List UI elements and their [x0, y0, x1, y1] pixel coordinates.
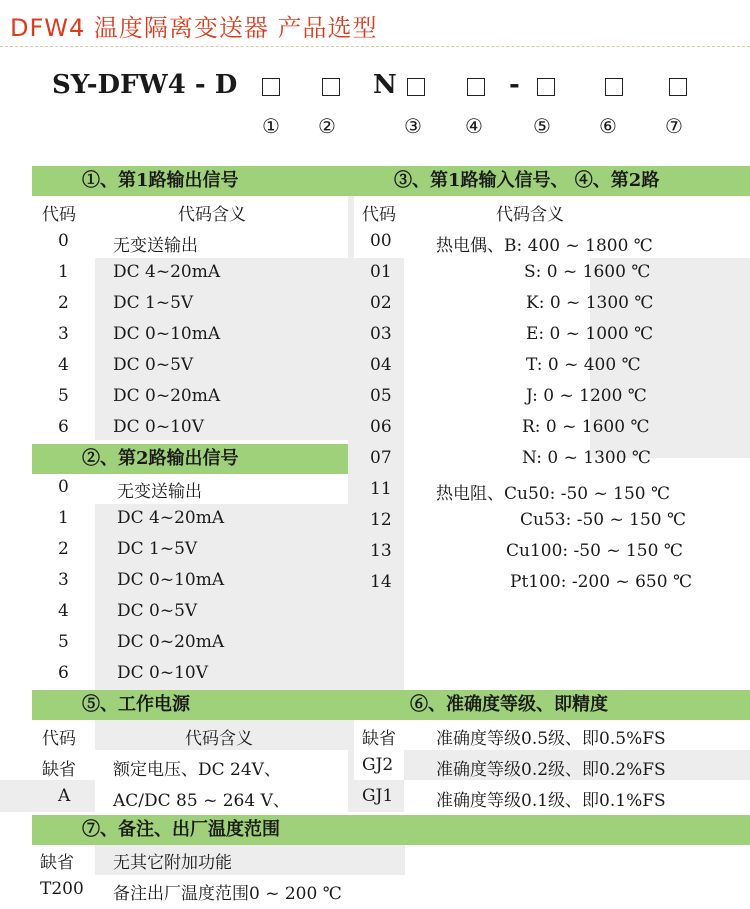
section5-meaning-cell: AC/DC 85 ~ 264 V、 — [113, 791, 290, 811]
section34-code-cell: 04 — [370, 355, 392, 375]
section1-meaning-cell: DC 0~10V — [113, 417, 205, 437]
section1-header-meaning: 代码含义 — [178, 205, 246, 225]
section1-code-cell: 1 — [58, 262, 69, 282]
section34-code-cell: 13 — [370, 541, 392, 561]
section2-code-cell: 5 — [58, 632, 69, 652]
circle-1: ① — [262, 114, 280, 138]
section2-code-cell: 6 — [58, 663, 69, 683]
section34-code-cell: 07 — [370, 448, 392, 468]
section1-meaning-cell: DC 0~10mA — [113, 324, 221, 344]
section1-code-cell: 4 — [58, 355, 69, 375]
option-box-4 — [467, 78, 485, 96]
option-box-7 — [669, 78, 687, 96]
section5-meaning-cell: 额定电压、DC 24V、 — [113, 760, 281, 780]
section1-meaning-cell: DC 1~5V — [113, 293, 194, 313]
model-n-letter: N — [373, 70, 397, 100]
section34-meaning-cell: R: 0 ~ 1600 ℃ — [522, 417, 650, 437]
section1-shade — [95, 258, 348, 440]
option-box-2 — [322, 78, 340, 96]
section6-code-cell: GJ1 — [362, 786, 394, 806]
section5-title: ⑤、工作电源 — [82, 694, 190, 715]
section6-meaning-cell: 准确度等级0.1级、即0.1%FS — [436, 791, 666, 811]
section34-code-cell: 02 — [370, 293, 392, 313]
section34-meaning-cell: 热电阻、Cu50: -50 ~ 150 ℃ — [436, 484, 671, 504]
section5-code-shade — [0, 780, 95, 812]
section34-meaning-cell: 热电偶、B: 400 ~ 1800 ℃ — [436, 236, 653, 256]
section2-meaning-cell: DC 0~10mA — [117, 570, 225, 590]
section1-code-cell: 3 — [58, 324, 69, 344]
section34-header-meaning: 代码含义 — [496, 205, 564, 225]
title-divider — [0, 46, 750, 47]
section34-meaning-cell: N: 0 ~ 1300 ℃ — [522, 448, 651, 468]
section34-meaning-cell: S: 0 ~ 1600 ℃ — [524, 262, 651, 282]
section34-code-cell: 03 — [370, 324, 392, 344]
section6-title: ⑥、准确度等级、即精度 — [410, 694, 608, 715]
section6-meaning-cell: 准确度等级0.2级、即0.2%FS — [436, 760, 666, 780]
section1-meaning-cell: DC 0~5V — [113, 355, 194, 375]
section1-meaning-cell: DC 4~20mA — [113, 262, 221, 282]
section34-code-cell: 00 — [370, 231, 392, 251]
option-box-1 — [262, 78, 280, 96]
circle-2: ② — [318, 114, 336, 138]
section1-code-cell: 6 — [58, 417, 69, 437]
section34-meaning-cell: T: 0 ~ 400 ℃ — [526, 355, 641, 375]
option-box-5 — [537, 78, 555, 96]
circle-5: ⑤ — [533, 114, 551, 138]
section2-meaning-cell: DC 0~20mA — [117, 632, 225, 652]
section-band-top — [32, 166, 750, 196]
model-prefix: SY-DFW4 - D — [52, 70, 238, 100]
section7-code-cell: T200 — [40, 879, 84, 899]
section1-title: ①、第1路输出信号 — [82, 170, 239, 191]
section34-meaning-cell: Cu53: -50 ~ 150 ℃ — [520, 510, 687, 530]
section2-meaning-cell: DC 0~10V — [117, 663, 209, 683]
section7-meaning-cell: 无其它附加功能 — [113, 853, 232, 873]
section34-title: ③、第1路输入信号、 ④、第2路 — [394, 170, 660, 191]
model-dash: - — [509, 70, 520, 100]
section34-code-cell: 06 — [370, 417, 392, 437]
section6-code-cell: GJ2 — [362, 755, 394, 775]
section1-code-cell: 2 — [58, 293, 69, 313]
section34-code-cell: 12 — [370, 510, 392, 530]
section6-code-cell: 缺省 — [362, 729, 396, 749]
section2-code-cell: 1 — [58, 508, 69, 528]
section2-title: ②、第2路输出信号 — [82, 448, 239, 469]
page-title: DFW4 温度隔离变送器 产品选型 — [10, 14, 378, 42]
section7-title: ⑦、备注、出厂温度范围 — [82, 819, 280, 840]
circle-6: ⑥ — [599, 114, 617, 138]
section1-meaning-cell: 无变送输出 — [113, 236, 198, 256]
section2-code-cell: 0 — [58, 477, 69, 497]
section1-code-cell: 5 — [58, 386, 69, 406]
section7-meaning-cell: 备注出厂温度范围0 ~ 200 ℃ — [113, 884, 342, 904]
section2-meaning-cell: DC 0~5V — [117, 601, 198, 621]
circle-3: ③ — [404, 114, 422, 138]
section34-meaning-cell: Cu100: -50 ~ 150 ℃ — [506, 541, 683, 561]
section6-meaning-cell: 准确度等级0.5级、即0.5%FS — [436, 729, 666, 749]
section2-code-cell: 4 — [58, 601, 69, 621]
section34-code-cell: 01 — [370, 262, 392, 282]
section34-code-shade — [354, 258, 404, 690]
section1-header-code: 代码 — [42, 205, 76, 225]
section5-code-cell: A — [58, 786, 71, 806]
circle-7: ⑦ — [665, 114, 683, 138]
section7-code-cell: 缺省 — [40, 853, 74, 873]
section34-meaning-cell: Pt100: -200 ~ 650 ℃ — [510, 572, 692, 592]
section5-header-code: 代码 — [42, 729, 76, 749]
circle-4: ④ — [465, 114, 483, 138]
section34-code-cell: 05 — [370, 386, 392, 406]
section2-code-cell: 2 — [58, 539, 69, 559]
section34-meaning-cell: J: 0 ~ 1200 ℃ — [526, 386, 647, 406]
section34-meaning-cell: E: 0 ~ 1000 ℃ — [526, 324, 654, 344]
option-box-3 — [407, 78, 425, 96]
section2-meaning-cell: DC 1~5V — [117, 539, 198, 559]
section34-code-cell: 11 — [370, 479, 392, 499]
section-band-middle — [32, 690, 750, 720]
section1-meaning-cell: DC 0~20mA — [113, 386, 221, 406]
section2-code-cell: 3 — [58, 570, 69, 590]
section34-code-cell: 14 — [370, 572, 392, 592]
section34-meaning-cell: K: 0 ~ 1300 ℃ — [526, 293, 654, 313]
section2-band — [32, 444, 348, 474]
section2-meaning-cell: 无变送输出 — [117, 482, 202, 502]
section5-code-cell: 缺省 — [42, 760, 76, 780]
section5-header-meaning: 代码含义 — [185, 729, 253, 749]
section7-band — [32, 815, 750, 845]
option-box-6 — [605, 78, 623, 96]
section34-header-code: 代码 — [362, 205, 396, 225]
section2-meaning-cell: DC 4~20mA — [117, 508, 225, 528]
section1-code-cell: 0 — [58, 231, 69, 251]
